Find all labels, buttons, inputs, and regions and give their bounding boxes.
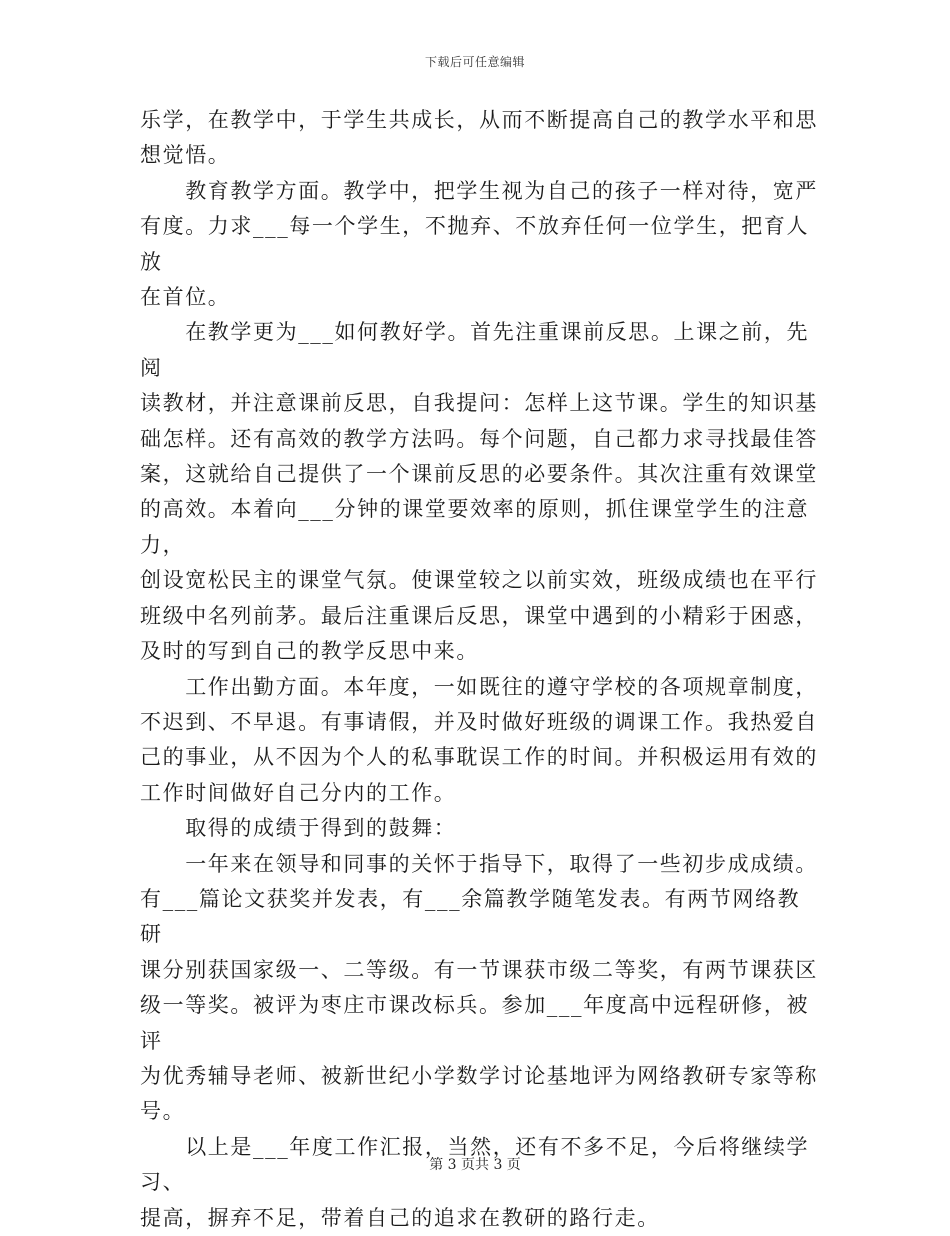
text-line: 乐学，在教学中，于学生共成长，从而不断提高自己的教学水平和思 [140,108,818,132]
text-line: 工作时间做好自己分内的工作。 [140,780,457,805]
text-line: 教育教学方面。教学中，把学生视为自己的孩子一样对待，宽严 [140,178,818,203]
text-line: 的高效。本着向___分钟的课堂要效率的原则，抓住课堂学生的注意力， [140,497,810,557]
text-line: 在首位。 [140,285,231,310]
text-line: 提高，摒弃不足，带着自己的追求在教研的路行走。 [140,1205,660,1230]
document-body [140,103,820,1236]
text-line: 班级中名列前茅。最后注重课后反思，课堂中遇到的小精彩于困惑， [140,603,818,628]
text-line: 有___篇论文获奖并发表，有___余篇教学随笔发表。有两节网络教研 [140,886,801,947]
text-line: 案，这就给自己提供了一个课前反思的必要条件。其次注重有效课堂 [140,462,818,487]
text-line: 己的事业，从不因为个人的私事耽误工作的时间。并积极运用有效的 [140,745,818,770]
text-line: 有度。力求___每一个学生，不抛弃、不放弃任何一位学生，把育人放 [140,214,810,274]
text-line: 创设宽松民主的课堂气氛。使课堂较之以前实效，班级成绩也在平行 [140,568,818,593]
text-line: 级一等奖。被评为枣庄市课改标兵。参加___年度高中远程研修，被评 [140,993,810,1053]
text-line: 想觉悟。 [140,143,231,168]
text-line: 一年来在领导和同事的关怀于指导下，取得了一些初步成成绩。 [140,851,818,876]
text-line: 课分别获国家级一、二等级。有一节课获市级二等奖，有两节课获区 [140,957,818,982]
text-line: 不迟到、不早退。有事请假，并及时做好班级的调课工作。我热爱自 [140,709,818,734]
page-header: 下载后可任意编辑 [424,55,525,69]
text-line: 在教学更为___如何教好学。首先注重课前反思。上课之前，先阅 [140,320,810,380]
page-footer: 第 3 页共 3 页 [429,1157,521,1173]
text-line: 取得的成绩于得到的鼓舞： [140,816,457,841]
text-line: 为优秀辅导老师、被新世纪小学数学讨论基地评为网络教研专家等称 [140,1063,818,1088]
text-line: 础怎样。还有高效的教学方法吗。每个问题，自己都力求寻找最佳答 [140,426,818,451]
text-line: 以上是___年度工作汇报，当然，还有不多不足，今后将继续学习、 [140,1134,810,1195]
text-line: 工作出勤方面。本年度，一如既往的遵守学校的各项规章制度， [140,674,818,699]
text-line: 及时的写到自己的教学反思中来。 [140,639,479,664]
text-line: 号。 [140,1099,186,1124]
text-line: 读教材，并注意课前反思，自我提问：怎样上这节课。学生的知识基 [140,391,818,416]
